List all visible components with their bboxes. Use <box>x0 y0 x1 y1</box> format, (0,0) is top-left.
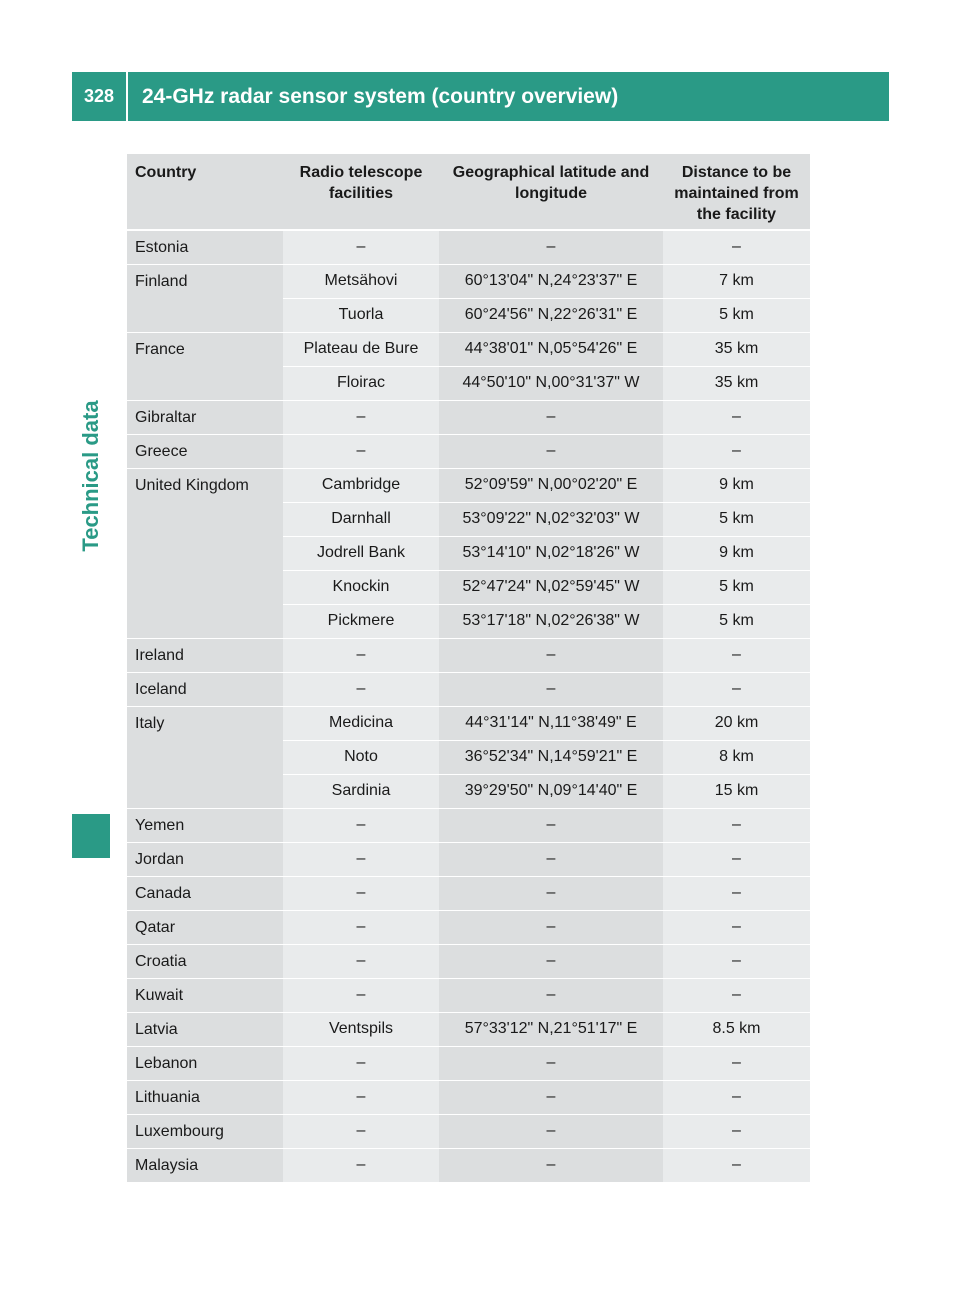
distance-cell: 5 km <box>663 502 810 536</box>
coordinates-cell: – <box>439 1148 663 1182</box>
distance-cell: – <box>663 672 810 706</box>
country-cell: Yemen <box>127 808 283 842</box>
coordinates-cell: – <box>439 842 663 876</box>
coordinates-cell: – <box>439 638 663 672</box>
coordinates-cell: 60°24'56" N,22°26'31" E <box>439 298 663 332</box>
side-tab-label: Technical data <box>78 400 103 552</box>
distance-cell: 35 km <box>663 332 810 366</box>
table-row <box>127 1114 810 1148</box>
table-row <box>127 264 810 298</box>
table-row <box>127 672 810 706</box>
facility-cell: Ventspils <box>283 1012 439 1046</box>
header-country: Country <box>127 154 283 230</box>
distance-cell: – <box>663 1046 810 1080</box>
coordinates-cell: 44°50'10" N,00°31'37" W <box>439 366 663 400</box>
coordinates-cell: – <box>439 1080 663 1114</box>
facility-cell: Plateau de Bure <box>283 332 439 366</box>
distance-cell: – <box>663 944 810 978</box>
coordinates-cell: 57°33'12" N,21°51'17" E <box>439 1012 663 1046</box>
table-row <box>127 910 810 944</box>
coordinates-cell: – <box>439 400 663 434</box>
country-cell: Italy <box>127 706 283 808</box>
facility-cell: – <box>283 400 439 434</box>
facility-cell: Noto <box>283 740 439 774</box>
country-cell: Jordan <box>127 842 283 876</box>
coordinates-cell: – <box>439 1046 663 1080</box>
facility-cell: – <box>283 1046 439 1080</box>
distance-cell: – <box>663 1148 810 1182</box>
coordinates-cell: – <box>439 672 663 706</box>
distance-cell: – <box>663 978 810 1012</box>
facility-cell: Knockin <box>283 570 439 604</box>
coordinates-cell: – <box>439 808 663 842</box>
distance-cell: – <box>663 808 810 842</box>
country-cell: Finland <box>127 264 283 332</box>
facility-cell: – <box>283 1148 439 1182</box>
distance-cell: – <box>663 638 810 672</box>
country-cell: Kuwait <box>127 978 283 1012</box>
country-cell: Gibraltar <box>127 400 283 434</box>
coordinates-cell: 52°47'24" N,02°59'45" W <box>439 570 663 604</box>
distance-cell: 5 km <box>663 298 810 332</box>
coordinates-cell: 53°09'22" N,02°32'03" W <box>439 502 663 536</box>
coordinates-cell: 44°31'14" N,11°38'49" E <box>439 706 663 740</box>
country-cell: United Kingdom <box>127 468 283 638</box>
table-row <box>127 1012 810 1046</box>
facility-cell: Jodrell Bank <box>283 536 439 570</box>
table-row <box>127 842 810 876</box>
coordinates-cell: – <box>439 944 663 978</box>
coordinates-cell: 53°14'10" N,02°18'26" W <box>439 536 663 570</box>
distance-cell: – <box>663 910 810 944</box>
distance-cell: – <box>663 876 810 910</box>
coordinates-cell: – <box>439 230 663 264</box>
country-cell: Qatar <box>127 910 283 944</box>
facility-cell: Tuorla <box>283 298 439 332</box>
distance-cell: 9 km <box>663 468 810 502</box>
coordinates-cell: 44°38'01" N,05°54'26" E <box>439 332 663 366</box>
distance-cell: 7 km <box>663 264 810 298</box>
distance-cell: – <box>663 842 810 876</box>
facility-cell: Floirac <box>283 366 439 400</box>
country-cell: Latvia <box>127 1012 283 1046</box>
side-tab <box>72 136 110 858</box>
facility-cell: Darnhall <box>283 502 439 536</box>
facility-cell: – <box>283 1114 439 1148</box>
facility-cell: – <box>283 978 439 1012</box>
page-number: 328 <box>83 86 115 106</box>
facility-cell: Cambridge <box>283 468 439 502</box>
distance-cell: 20 km <box>663 706 810 740</box>
coordinates-cell: – <box>439 876 663 910</box>
facility-cell: – <box>283 638 439 672</box>
header-distance: Distance to be maintained from the facility <box>663 154 810 230</box>
distance-cell: 5 km <box>663 604 810 638</box>
section-title: 24-GHz radar sensor system (country overview) <box>142 84 619 108</box>
country-cell: Croatia <box>127 944 283 978</box>
table-row <box>127 1046 810 1080</box>
facility-cell: Sardinia <box>283 774 439 808</box>
distance-cell: 15 km <box>663 774 810 808</box>
country-overview-table <box>127 154 810 1183</box>
coordinates-cell: 60°13'04" N,24°23'37" E <box>439 264 663 298</box>
header-facilities: Radio telescope facilities <box>283 154 439 230</box>
side-tab-label-box <box>72 136 110 800</box>
coordinates-cell: 39°29'50" N,09°14'40" E <box>439 774 663 808</box>
distance-cell: 8 km <box>663 740 810 774</box>
facility-cell: – <box>283 910 439 944</box>
distance-cell: 9 km <box>663 536 810 570</box>
table-header-row <box>127 154 810 230</box>
coordinates-cell: – <box>439 434 663 468</box>
table-row <box>127 876 810 910</box>
facility-cell: Medicina <box>283 706 439 740</box>
table-row <box>127 400 810 434</box>
coordinates-cell: – <box>439 978 663 1012</box>
country-cell: Canada <box>127 876 283 910</box>
distance-cell: – <box>663 1114 810 1148</box>
country-cell: Luxembourg <box>127 1114 283 1148</box>
facility-cell: – <box>283 842 439 876</box>
page-header <box>72 72 889 121</box>
header-coordinates: Geographical latitude and longitude <box>439 154 663 230</box>
coordinates-cell: 36°52'34" N,14°59'21" E <box>439 740 663 774</box>
distance-cell: – <box>663 230 810 264</box>
table-row <box>127 1148 810 1182</box>
facility-cell: – <box>283 876 439 910</box>
coordinates-cell: – <box>439 910 663 944</box>
country-cell: Greece <box>127 434 283 468</box>
country-cell: Iceland <box>127 672 283 706</box>
distance-cell: – <box>663 400 810 434</box>
country-cell: Estonia <box>127 230 283 264</box>
table-row <box>127 706 810 740</box>
distance-cell: – <box>663 1080 810 1114</box>
facility-cell: Metsähovi <box>283 264 439 298</box>
coordinates-cell: – <box>439 1114 663 1148</box>
table-row <box>127 1080 810 1114</box>
coordinates-cell: 53°17'18" N,02°26'38" W <box>439 604 663 638</box>
table-row <box>127 434 810 468</box>
facility-cell: – <box>283 672 439 706</box>
country-cell: Malaysia <box>127 1148 283 1182</box>
table-row <box>127 468 810 502</box>
country-cell: Ireland <box>127 638 283 672</box>
side-tab-marker <box>72 814 110 858</box>
facility-cell: – <box>283 434 439 468</box>
table-body <box>127 230 810 1182</box>
table-row <box>127 230 810 264</box>
table-row <box>127 332 810 366</box>
coordinates-cell: 52°09'59" N,00°02'20" E <box>439 468 663 502</box>
facility-cell: – <box>283 1080 439 1114</box>
facility-cell: – <box>283 230 439 264</box>
distance-cell: 8.5 km <box>663 1012 810 1046</box>
facility-cell: – <box>283 808 439 842</box>
table-row <box>127 944 810 978</box>
facility-cell: – <box>283 944 439 978</box>
country-cell: France <box>127 332 283 400</box>
distance-cell: 5 km <box>663 570 810 604</box>
distance-cell: – <box>663 434 810 468</box>
distance-cell: 35 km <box>663 366 810 400</box>
country-cell: Lebanon <box>127 1046 283 1080</box>
country-cell: Lithuania <box>127 1080 283 1114</box>
table-row <box>127 638 810 672</box>
table-row <box>127 808 810 842</box>
table-row <box>127 978 810 1012</box>
facility-cell: Pickmere <box>283 604 439 638</box>
